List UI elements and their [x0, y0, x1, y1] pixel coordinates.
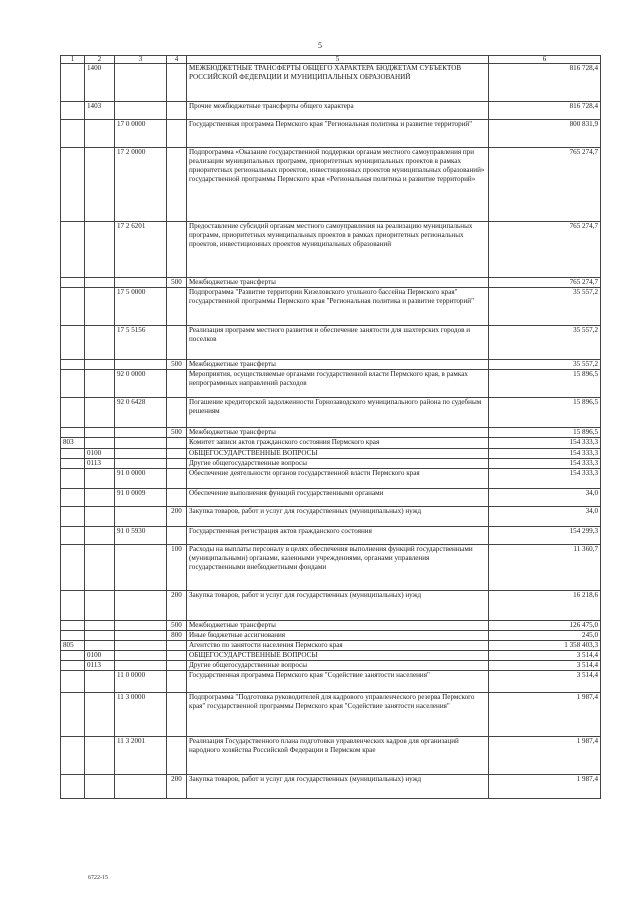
- section-code: [61, 398, 85, 428]
- section-code: [61, 102, 85, 120]
- item-description: Подпрограмма "Подготовка руководителей для кадрового управленческого резерва Пермского края" государственной программы Пермского края "Содействие занятости населения": [187, 693, 489, 737]
- section-code: [61, 621, 85, 631]
- subsection-code: [85, 360, 115, 370]
- header-col-2: 2: [85, 56, 115, 64]
- section-code: [61, 326, 85, 360]
- subsection-code: [85, 222, 115, 278]
- subsection-code: [85, 737, 115, 775]
- expense-type-code: [167, 449, 187, 459]
- amount: 34,0: [489, 507, 601, 527]
- section-code: [61, 545, 85, 591]
- amount: 3 514,4: [489, 651, 601, 661]
- amount: 35 557,2: [489, 360, 601, 370]
- table-row: [61, 438, 601, 449]
- expense-type-code: 500: [167, 278, 187, 288]
- item-description: Комитет записи актов гражданского состояния Пермского края: [187, 438, 489, 449]
- amount: 816 728,4: [489, 102, 601, 120]
- amount: 154 333,3: [489, 438, 601, 449]
- table-row: [61, 469, 601, 489]
- table-row: [61, 631, 601, 641]
- amount: 765 274,7: [489, 222, 601, 278]
- expense-type-code: [167, 459, 187, 469]
- subsection-code: [85, 489, 115, 507]
- target-article-code: [115, 631, 167, 641]
- expense-type-code: [167, 527, 187, 545]
- expense-type-code: 100: [167, 545, 187, 591]
- expense-type-code: [167, 489, 187, 507]
- target-article-code: [115, 449, 167, 459]
- subsection-code: [85, 671, 115, 693]
- item-description: Реализация Государственного плана подготовки управленческих кадров для организаций народного хозяйства Российской Федерации в Пермском крае: [187, 737, 489, 775]
- section-code: [61, 469, 85, 489]
- subsection-code: [85, 507, 115, 527]
- section-code: [61, 288, 85, 326]
- subsection-code: [85, 775, 115, 799]
- expense-type-code: [167, 737, 187, 775]
- target-article-code: [115, 621, 167, 631]
- subsection-code: [85, 591, 115, 621]
- header-col-6: 6: [489, 56, 601, 64]
- subsection-code: [85, 469, 115, 489]
- section-code: [61, 661, 85, 671]
- section-code: [61, 507, 85, 527]
- item-description: Реализация программ местного развития и обеспечение занятости для шахтерских городов и поселков: [187, 326, 489, 360]
- expense-type-code: [167, 469, 187, 489]
- item-description: МЕЖБЮДЖЕТНЫЕ ТРАНСФЕРТЫ ОБЩЕГО ХАРАКТЕРА БЮДЖЕТАМ СУБЪЕКТОВ РОССИЙСКОЙ ФЕДЕРАЦИИ И МУНИЦИПАЛЬНЫХ ОБРАЗОВАНИЙ: [187, 64, 489, 102]
- table-row: [61, 288, 601, 326]
- section-code: [61, 737, 85, 775]
- target-article-code: 17 5 0000: [115, 288, 167, 326]
- section-code: [61, 489, 85, 507]
- target-article-code: 17 5 5156: [115, 326, 167, 360]
- subsection-code: 1400: [85, 64, 115, 102]
- target-article-code: [115, 641, 167, 651]
- target-article-code: [115, 651, 167, 661]
- item-description: Закупка товаров, работ и услуг для государственных (муниципальных) нужд: [187, 775, 489, 799]
- expense-type-code: [167, 671, 187, 693]
- section-code: [61, 775, 85, 799]
- amount: 15 896,5: [489, 398, 601, 428]
- table-row: [61, 671, 601, 693]
- subsection-code: [85, 438, 115, 449]
- expense-type-code: [167, 288, 187, 326]
- budget-table: [60, 55, 601, 799]
- expense-type-code: [167, 64, 187, 102]
- target-article-code: 11 3 0000: [115, 693, 167, 737]
- item-description: Предоставление субсидий органам местного самоуправления на реализацию муниципальных программ, приоритетных муниципальных проектов в рамках приоритетных региональных проектов, инвестиционных проектов муниципальных образований: [187, 222, 489, 278]
- amount: 245,0: [489, 631, 601, 641]
- target-article-code: [115, 775, 167, 799]
- expense-type-code: [167, 148, 187, 222]
- item-description: ОБЩЕГОСУДАРСТВЕННЫЕ ВОПРОСЫ: [187, 449, 489, 459]
- target-article-code: [115, 278, 167, 288]
- table-row: [61, 737, 601, 775]
- amount: 3 514,4: [489, 661, 601, 671]
- table-row: [61, 428, 601, 438]
- subsection-code: [85, 278, 115, 288]
- amount: 126 475,0: [489, 621, 601, 631]
- item-description: Расходы на выплаты персоналу в целях обеспечения выполнения функций государственными (муниципальными) органами, казенными учреждениями, органами управления государственными внебюджетными фондами: [187, 545, 489, 591]
- expense-type-code: [167, 641, 187, 651]
- amount: 15 896,5: [489, 370, 601, 398]
- section-code: [61, 671, 85, 693]
- section-code: [61, 64, 85, 102]
- table-row: [61, 693, 601, 737]
- item-description: Межбюджетные трансферты: [187, 428, 489, 438]
- expense-type-code: 800: [167, 631, 187, 641]
- amount: 1 987,4: [489, 693, 601, 737]
- expense-type-code: [167, 661, 187, 671]
- item-description: Закупка товаров, работ и услуг для государственных (муниципальных) нужд: [187, 591, 489, 621]
- item-description: Прочие межбюджетные трансферты общего характера: [187, 102, 489, 120]
- item-description: Государственная регистрация актов гражданского состояния: [187, 527, 489, 545]
- target-article-code: [115, 360, 167, 370]
- section-code: [61, 591, 85, 621]
- amount: 800 831,9: [489, 120, 601, 148]
- target-article-code: [115, 545, 167, 591]
- subsection-code: [85, 326, 115, 360]
- expense-type-code: [167, 438, 187, 449]
- item-description: Иные бюджетные ассигнования: [187, 631, 489, 641]
- subsection-code: [85, 148, 115, 222]
- target-article-code: 91 0 5930: [115, 527, 167, 545]
- table-row: [61, 398, 601, 428]
- table-row: [61, 64, 601, 102]
- expense-type-code: 200: [167, 775, 187, 799]
- table-row: [61, 449, 601, 459]
- section-code: [61, 222, 85, 278]
- amount: 34,0: [489, 489, 601, 507]
- item-description: Подпрограмма «Оказание государственной поддержки органам местного самоуправления при реализации муниципальных программ, приоритетных муниципальных проектов в рамках приоритетных региональных проектов, инвестиционных проектов муниципальных образований» государственной программы Пермского края «Региональная политика и развитие территорий»: [187, 148, 489, 222]
- target-article-code: 91 0 0009: [115, 489, 167, 507]
- table-row: [61, 326, 601, 360]
- table-row: [61, 222, 601, 278]
- amount: 816 728,4: [489, 64, 601, 102]
- header-col-3: 3: [115, 56, 167, 64]
- target-article-code: [115, 507, 167, 527]
- section-code: [61, 278, 85, 288]
- table-row: [61, 120, 601, 148]
- subsection-code: [85, 428, 115, 438]
- target-article-code: [115, 591, 167, 621]
- subsection-code: 1403: [85, 102, 115, 120]
- item-description: Другие общегосударственные вопросы: [187, 459, 489, 469]
- section-code: [61, 459, 85, 469]
- item-description: Другие общегосударственные вопросы: [187, 661, 489, 671]
- table-row: [61, 360, 601, 370]
- expense-type-code: 200: [167, 507, 187, 527]
- amount: 15 896,5: [489, 428, 601, 438]
- header-col-5: 5: [187, 56, 489, 64]
- section-code: [61, 693, 85, 737]
- subsection-code: [85, 288, 115, 326]
- target-article-code: 92 0 0000: [115, 370, 167, 398]
- target-article-code: [115, 428, 167, 438]
- table-row: [61, 459, 601, 469]
- subsection-code: [85, 545, 115, 591]
- section-code: [61, 370, 85, 398]
- item-description: Агентство по занятости населения Пермского края: [187, 641, 489, 651]
- amount: 11 360,7: [489, 545, 601, 591]
- subsection-code: [85, 120, 115, 148]
- item-description: Мероприятия, осуществляемые органами государственной власти Пермского края, в рамках непрограммных направлений расходов: [187, 370, 489, 398]
- amount: 154 299,3: [489, 527, 601, 545]
- expense-type-code: [167, 651, 187, 661]
- subsection-code: [85, 370, 115, 398]
- subsection-code: 0113: [85, 661, 115, 671]
- amount: 154 333,3: [489, 469, 601, 489]
- section-code: [61, 148, 85, 222]
- amount: 765 274,7: [489, 278, 601, 288]
- expense-type-code: [167, 370, 187, 398]
- target-article-code: 11 3 2001: [115, 737, 167, 775]
- target-article-code: 17 2 6201: [115, 222, 167, 278]
- table-row: [61, 651, 601, 661]
- table-row: [61, 278, 601, 288]
- item-description: Закупка товаров, работ и услуг для государственных (муниципальных) нужд: [187, 507, 489, 527]
- expense-type-code: [167, 102, 187, 120]
- target-article-code: [115, 459, 167, 469]
- table-row: [61, 661, 601, 671]
- expense-type-code: 500: [167, 621, 187, 631]
- section-code: [61, 527, 85, 545]
- subsection-code: [85, 631, 115, 641]
- document-code: 6722-15: [88, 875, 108, 881]
- amount: 1 987,4: [489, 737, 601, 775]
- item-description: ОБЩЕГОСУДАРСТВЕННЫЕ ВОПРОСЫ: [187, 651, 489, 661]
- header-col-1: 1: [61, 56, 85, 64]
- table-row: [61, 621, 601, 631]
- section-code: [61, 360, 85, 370]
- expense-type-code: [167, 222, 187, 278]
- table-row: [61, 527, 601, 545]
- amount: 16 218,6: [489, 591, 601, 621]
- expense-type-code: 500: [167, 428, 187, 438]
- section-code: 805: [61, 641, 85, 651]
- target-article-code: [115, 102, 167, 120]
- subsection-code: [85, 398, 115, 428]
- subsection-code: [85, 621, 115, 631]
- item-description: Обеспечение выполнения функций государственными органами: [187, 489, 489, 507]
- section-code: [61, 631, 85, 641]
- table-row: [61, 148, 601, 222]
- amount: 154 333,3: [489, 459, 601, 469]
- target-article-code: [115, 661, 167, 671]
- item-description: Погашение кредиторской задолженности Горнозаводского муниципального района по судебным решениям: [187, 398, 489, 428]
- table-row: [61, 775, 601, 799]
- header-col-4: 4: [167, 56, 187, 64]
- subsection-code: [85, 641, 115, 651]
- target-article-code: 11 0 0000: [115, 671, 167, 693]
- table-row: [61, 545, 601, 591]
- amount: 154 333,3: [489, 449, 601, 459]
- section-code: [61, 651, 85, 661]
- item-description: Межбюджетные трансферты: [187, 278, 489, 288]
- table-header-row: [61, 56, 601, 64]
- amount: 765 274,7: [489, 148, 601, 222]
- section-code: [61, 120, 85, 148]
- table-row: [61, 489, 601, 507]
- page-number: 5: [318, 41, 322, 50]
- table-row: [61, 370, 601, 398]
- target-article-code: 91 0 0000: [115, 469, 167, 489]
- amount: 3 514,4: [489, 671, 601, 693]
- subsection-code: 0113: [85, 459, 115, 469]
- item-description: Государственная программа Пермского края "Содействие занятости населения": [187, 671, 489, 693]
- target-article-code: 92 0 6428: [115, 398, 167, 428]
- amount: 35 557,2: [489, 288, 601, 326]
- item-description: Подпрограмма "Развитие территории Кизеловского угольного бассейна Пермского края" государственной программы Пермского края "Региональная политика и развитие территорий": [187, 288, 489, 326]
- amount: 1 987,4: [489, 775, 601, 799]
- item-description: Обеспечение деятельности органов государственной власти Пермского края: [187, 469, 489, 489]
- section-code: 803: [61, 438, 85, 449]
- subsection-code: [85, 527, 115, 545]
- expense-type-code: [167, 398, 187, 428]
- item-description: Межбюджетные трансферты: [187, 360, 489, 370]
- section-code: [61, 449, 85, 459]
- subsection-code: 0100: [85, 449, 115, 459]
- subsection-code: [85, 693, 115, 737]
- target-article-code: 17 2 0000: [115, 148, 167, 222]
- expense-type-code: 200: [167, 591, 187, 621]
- target-article-code: [115, 64, 167, 102]
- expense-type-code: [167, 693, 187, 737]
- amount: 1 358 403,3: [489, 641, 601, 651]
- table-row: [61, 591, 601, 621]
- subsection-code: 0100: [85, 651, 115, 661]
- target-article-code: [115, 438, 167, 449]
- expense-type-code: [167, 326, 187, 360]
- item-description: Государственная программа Пермского края "Региональная политика и развитие территорий": [187, 120, 489, 148]
- amount: 35 557,2: [489, 326, 601, 360]
- section-code: [61, 428, 85, 438]
- expense-type-code: 500: [167, 360, 187, 370]
- table-row: [61, 507, 601, 527]
- table-row: [61, 102, 601, 120]
- target-article-code: 17 0 0000: [115, 120, 167, 148]
- table-row: [61, 641, 601, 651]
- expense-type-code: [167, 120, 187, 148]
- item-description: Межбюджетные трансферты: [187, 621, 489, 631]
